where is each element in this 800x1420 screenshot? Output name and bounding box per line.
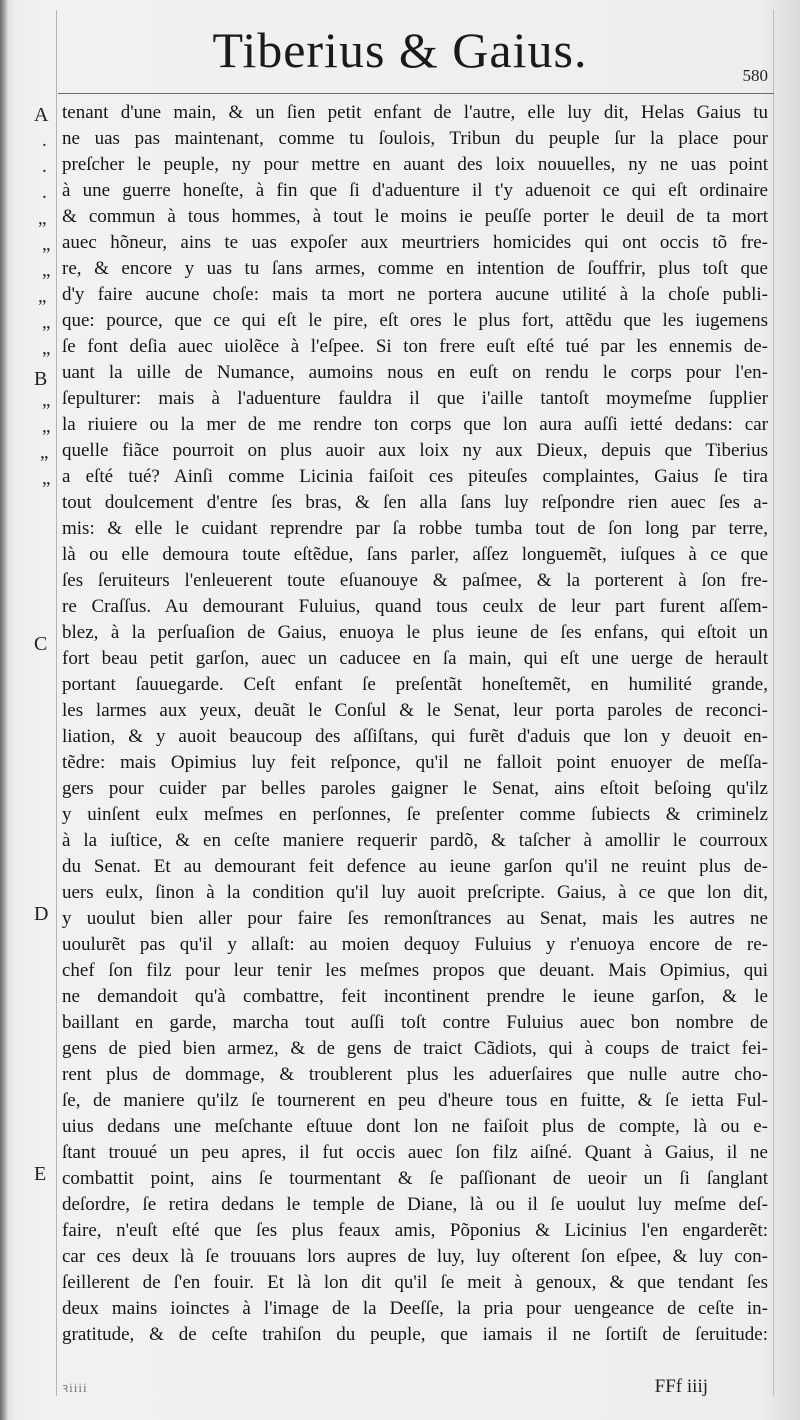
margin-letter-e: E: [34, 1163, 47, 1185]
text-line: ſes ſeruiteurs l'enleuerent toute eſuanouye & paſmee, & la porterent à ſon fre-: [62, 570, 768, 591]
running-head: Tiberius & Gaius.: [212, 22, 588, 78]
text-line: fort beau petit garſon, auec un caducee en ſa main, qui eſt une uerge de herault: [62, 648, 768, 669]
margin-quote-mark: „: [38, 286, 47, 307]
text-line: y uoulut bien aller pour faire ſes remonſtrances au Senat, mais les autres ne: [62, 908, 768, 929]
text-line: les larmes aux yeux, deuãt le Conſul & le Senat, leur porta paroles de reconci-: [62, 700, 768, 721]
text-line: tẽdre: mais Opimius luy feit reſponce, qu'il ne falloit point enuoyer de meſſa-: [62, 752, 768, 773]
text-line: uers eulx, ſinon à la condition qu'il luy auoit preſcripte. Gaius, à ce que lon dit,: [62, 882, 768, 903]
text-line: quelle fiãce pourroit on plus auoir aux loix ny aux Dieux, depuis que Tiberius: [62, 440, 768, 461]
text-line: là ou elle demoura toute eſtẽdue, ſans parler, aſſez longuemẽt, iuſques à ce que: [62, 544, 768, 565]
text-line: preſcher le peuple, ny pour mettre en auant des loix nouuelles, ny ne uas point: [62, 154, 768, 175]
text-line: y uinſent eulx meſmes en perſonnes, ſe preſenter comme ſubiects & criminelz: [62, 804, 768, 825]
text-line: blez, à la perſuaſion de Gaius, enuoya le plus ieune de ſes enfans, qui eſtoit un: [62, 622, 768, 643]
text-line: gratitude, & de ceſte trahiſon du peuple, que iamais il ne ſortiſt de ſeruitude:: [62, 1324, 768, 1345]
text-line: auec hõneur, ains te uas expoſer aux meurtriers homicides qui ont occis tõ fre-: [62, 232, 768, 253]
text-line: ſe, de maniere qu'ilz ſe tournerent en peu d'heure tous en fuitte, & ſe ietta Ful-: [62, 1090, 768, 1111]
text-line: deux mains ioinctes à l'image de la Deeſſe, la pria pour uengeance de ceſte in-: [62, 1298, 768, 1319]
margin-letter-a: A: [34, 104, 49, 126]
catchword: FFf iiij: [654, 1376, 708, 1397]
text-line: ne demandoit qu'à combattre, feit incontinent prendre le ieune garſon, & le: [62, 986, 768, 1007]
text-line: a eſté tué? Ainſi comme Licinia faiſoit ces piteuſes complaintes, Gaius ſe tira: [62, 466, 768, 487]
margin-quote-mark: .: [42, 156, 47, 177]
text-line: à la iuſtice, & en ceſte maniere requerir pardõ, & taſcher à amollir le courroux: [62, 830, 768, 851]
text-line: gens de pied bien armez, & de gens de traict Cãdiots, qui à coups de traict fei-: [62, 1038, 768, 1059]
text-line: re, & encore y uas tu ſans armes, comme en intention de ſouffrir, plus toſt que: [62, 258, 768, 279]
text-line: faire, n'euſt eſté que ſes plus feaux amis, Põponius & Licinius l'en engarderẽt:: [62, 1220, 768, 1241]
text-line: ſepulturer: mais à l'aduenture fauldra il que i'aille tantoſt moymeſme ſupplier: [62, 388, 768, 409]
text-line: ſtant trouué un peu apres, il fut occis auec ſon filz aiſné. Quant à Gaius, il ne: [62, 1142, 768, 1163]
text-line: d'y faire aucune choſe: mais ta mort ne portera aucune utilité à la choſe publi-: [62, 284, 768, 305]
margin-quote-mark: „: [42, 390, 51, 411]
text-line: uant la uille de Numance, aumoins nous en euſt on rendu le corps pour l'en-: [62, 362, 768, 383]
margin-quote-mark: „: [42, 416, 51, 437]
text-line: ſe font deſia auec uiolẽce à l'eſpee. Si ton frere euſt eſté tué par les ennemis de-: [62, 336, 768, 357]
text-line: que: pource, que ce qui eſt le pire, eſt ores le plus fort, attẽdu que les iugemens: [62, 310, 768, 331]
text-line: portant ſauuegarde. Ceſt enfant ſe preſentãt honeſtemẽt, en humilité grande,: [62, 674, 768, 695]
margin-quote-mark: „: [40, 442, 49, 463]
text-line: ne uas pas maintenant, comme tu ſoulois, Tribun du peuple ſur la place pour: [62, 128, 768, 149]
text-line: combattit point, ains ſe tourmentant & ſe paſſionant de ueoir un ſi ſanglant: [62, 1168, 768, 1189]
text-line: gers pour cuider par belles paroles gaigner le Senat, ains eſtoit beſoing qu'ilz: [62, 778, 768, 799]
signature-mark: ꝛiiii: [62, 1380, 88, 1395]
margin-quote-mark: „: [42, 312, 51, 333]
margin-quote-mark: .: [42, 130, 47, 151]
margin-quote-mark: „: [42, 338, 51, 359]
margin-quote-mark: „: [38, 208, 47, 229]
text-line: chef ſon filz pour leur tenir les meſmes propos que deuant. Mais Opimius, qui: [62, 960, 768, 981]
margin-quote-mark: .: [42, 182, 47, 203]
right-margin-rule: [773, 10, 774, 1396]
text-line: du Senat. Et au demourant feit defence au ieune garſon qu'il ne reuint plus de-: [62, 856, 768, 877]
margin-letter-c: C: [34, 633, 48, 655]
text-line: uoulurẽt pas qu'il y allaſt: au moien dequoy Fuluius y r'enuoya encore de re-: [62, 934, 768, 955]
body-text: [62, 100, 768, 1348]
margin-quote-mark: „: [42, 260, 51, 281]
text-line: car ces deux là ſe trouuans lors aupres de luy, luy oſterent ſon eſpee, & luy con-: [62, 1246, 768, 1267]
text-line: liation, & y auoit beaucoup des aſſiſtans, qui furẽt d'aduis que lon y deuoit en-: [62, 726, 768, 747]
text-line: la riuiere ou la mer de me rendre ton corps que lon aura auſſi ietté dedans: car: [62, 414, 768, 435]
text-line: tout doulcement d'entre ſes bras, & ſen alla ſans luy reſpondre rien auec ſes a-: [62, 492, 768, 513]
margin-quote-mark: „: [42, 234, 51, 255]
text-line: tenant d'une main, & un ſien petit enfant de l'autre, elle luy dit, Helas Gaius tu: [62, 102, 768, 123]
binding-shadow: [0, 0, 8, 1420]
text-line: & commun à tous hommes, à tout le moins ie peuſſe porter le deuil de ta mort: [62, 206, 768, 227]
text-line: à une guerre honeſte, à fin que ſi d'aduenture il t'y aduenoit ce qui eſt ordinaire: [62, 180, 768, 201]
margin-letter-d: D: [34, 903, 49, 925]
text-line: rent plus de dommage, & troublerent plus les aduerſaires que nulle autre cho-: [62, 1064, 768, 1085]
folio-number: 580: [742, 66, 768, 85]
text-line: re Craſſus. Au demourant Fuluius, quand tous ceulx de leur part furent aſſem-: [62, 596, 768, 617]
margin-letter-b: B: [34, 368, 48, 390]
text-line: baillant en garde, marcha tout auſſi toſt contre Fuluius auec bon nombre de: [62, 1012, 768, 1033]
text-line: uius dedans une meſchante eſtuue dont lon ne faiſoit plus de compte, là ou e-: [62, 1116, 768, 1137]
text-line: deſordre, ſe retira dedans le temple de Diane, là ou il ſe uoulut luy meſme deſ-: [62, 1194, 768, 1215]
left-margin-rule: [56, 10, 57, 1396]
margin-quote-mark: „: [42, 468, 51, 489]
header-rule: [58, 93, 774, 94]
text-line: ſeillerent de ſ'en fouir. Et là lon dit qu'il ſe meit à genoux, & que tendant ſes: [62, 1272, 768, 1293]
text-line: mis: & elle le cuidant reprendre par ſa robbe tumba tout de ſon long par terre,: [62, 518, 768, 539]
